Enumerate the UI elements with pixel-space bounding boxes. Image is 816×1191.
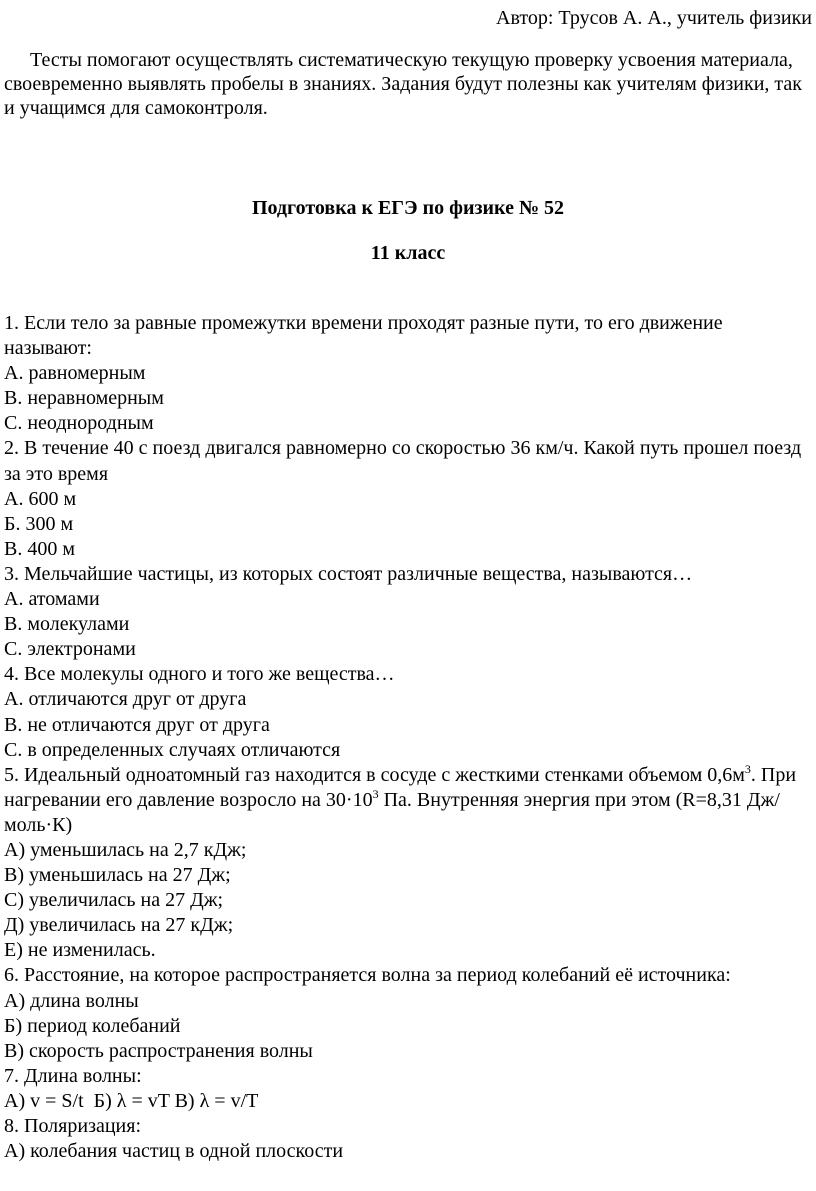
question-2-option-a: А. 600 м <box>4 487 77 510</box>
question-5-option-b: В) уменьшилась на 27 Дж; <box>4 864 231 887</box>
question-1-text: 1. Если тело за равные промежутки времени проходят разные пути, то его движение называют: <box>4 312 723 360</box>
question-8-text: 8. Поляризация: <box>4 1115 142 1137</box>
question-3-option-b: В. молекулами <box>4 613 130 636</box>
question-5-text <box>4 763 814 838</box>
question-5-text-part-b: . При нагревании его давление возросло на 30·10 <box>4 763 797 811</box>
question-4-option-a: А. отличаются друг от друга <box>4 688 247 711</box>
question-6-option-a: А) длина волны <box>4 989 139 1012</box>
question-2-option-c: В. 400 м <box>4 537 75 560</box>
question-5-option-c: С) увеличилась на 27 Дж; <box>4 889 224 912</box>
question-3-option-a: А. атомами <box>4 588 100 611</box>
question-1-option-a: А. равномерным <box>4 362 146 385</box>
question-list <box>4 311 814 1164</box>
question-5-option-d: Д) увеличилась на 27 кДж; <box>4 914 234 937</box>
question-4-option-b: В. не отличаются друг от друга <box>4 713 270 736</box>
question-5-exponent-pressure: 3 <box>372 786 379 801</box>
question-6-text: 6. Расстояние, на которое распространяется волна за период колебаний её источника: <box>4 964 731 987</box>
question-4-option-c: С. в определенных случаях отличаются <box>4 738 341 761</box>
question-8-option-a: А) колебания частиц в одной плоскости <box>4 1140 344 1163</box>
question-5-option-a: А) уменьшилась на 2,7 кДж; <box>4 838 247 861</box>
question-4-text: 4. Все молекулы одного и того же вещества… <box>4 663 395 686</box>
question-5-text-part-c: Па. Внутренняя энергия при этом (R=8,31 Дж/моль·К) <box>4 788 780 836</box>
question-6-option-b: Б) период колебаний <box>4 1014 181 1037</box>
grade-heading: 11 класс <box>370 242 446 264</box>
question-2-text: 2. В течение 40 с поезд двигался равномерно со скоростью 36 км/ч. Какой путь прошел поезд за это время <box>4 437 802 485</box>
question-3-text: 3. Мельчайшие частицы, из которых состоят различные вещества, называются… <box>4 562 693 585</box>
question-1-option-c: С. неоднородным <box>4 412 154 435</box>
question-7-options: А) v = S/t Б) λ = vT В) λ = v/T <box>4 1089 259 1112</box>
author-line: Автор: Трусов А. А., учитель физики <box>496 7 812 29</box>
intro-paragraph: Тесты помогают осуществлять систематическую текущую проверку усвоения материала, своевременно выявлять пробелы в знаниях. Задания будут полезны как учителям физики, так и учащимся для самоконтроля. <box>4 49 802 119</box>
question-2-option-b: Б. 300 м <box>4 512 74 535</box>
question-5-option-e: Е) не изменилась. <box>4 939 156 962</box>
question-5-exponent-volume: 3 <box>744 761 751 776</box>
question-5-text-part-a: 5. Идеальный одноатомный газ находится в сосуде с жесткими стенками объемом 0,6м <box>4 763 745 786</box>
question-6-option-c: В) скорость распространения волны <box>4 1039 313 1062</box>
document-title: Подготовка к ЕГЭ по физике № 52 <box>251 197 565 219</box>
question-3-option-c: С. электронами <box>4 638 136 661</box>
question-7-text: 7. Длина волны: <box>4 1064 142 1087</box>
question-1-option-b: В. неравномерным <box>4 387 164 410</box>
